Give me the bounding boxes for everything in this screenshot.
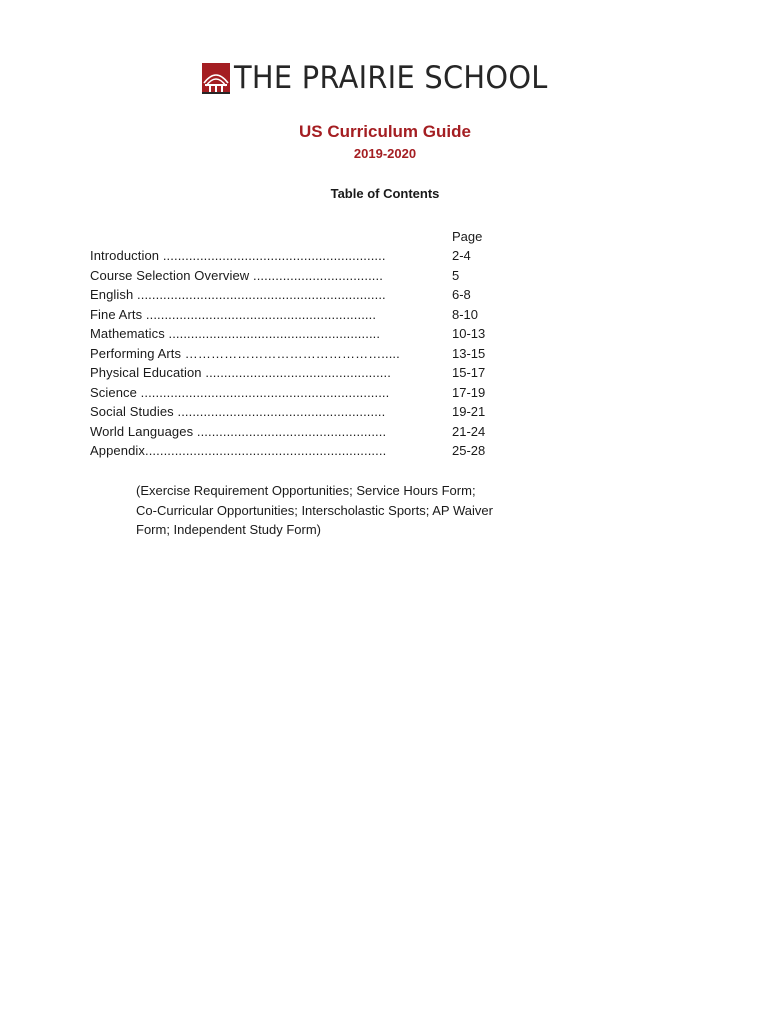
toc-entry-page: 15-17 [452, 365, 486, 380]
toc-entry-label: Course Selection Overview ................................... [90, 267, 383, 283]
toc-entry-page: 13-15 [452, 345, 486, 361]
toc-entry-social-studies [90, 404, 510, 424]
toc-entry-page: 6-8 [452, 287, 471, 302]
document-title: US Curriculum Guide [299, 122, 471, 141]
toc-entry-label: English ................................................................... [90, 287, 386, 302]
toc-entry-performing-arts [90, 346, 510, 366]
toc-entry-label: Appendix................................................................. [90, 443, 387, 458]
toc-entry-label: World Languages ................................................... [90, 423, 387, 439]
toc-entry-world-languages [90, 424, 510, 444]
toc-entry-page: 21-24 [452, 423, 486, 439]
toc-entry-page: 5 [452, 267, 460, 283]
toc-entry-course-selection [90, 268, 510, 288]
toc-entry-fine-arts [90, 307, 510, 327]
toc-entry-page: 8-10 [452, 306, 479, 322]
page-column-header: Page [452, 229, 483, 244]
toc-entry-label: Social Studies ........................................................ [90, 404, 386, 419]
school-name: THE PRAIRIE SCHOOL [234, 60, 548, 96]
table-of-contents [90, 248, 510, 463]
toc-entry-page: 2-4 [452, 248, 471, 263]
toc-entry-appendix [90, 443, 510, 463]
toc-entry-label: Physical Education .................................................. [90, 365, 391, 380]
toc-heading: Table of Contents [330, 186, 440, 201]
toc-entry-page: 25-28 [452, 443, 486, 458]
toc-entry-label: Science ................................................................... [90, 384, 390, 400]
toc-entry-label: Mathematics ......................................................... [90, 326, 381, 341]
toc-entry-label: Performing Arts ………………………………………..... [90, 345, 400, 361]
toc-entry-physical-education [90, 365, 510, 385]
toc-entry-label: Introduction ............................................................ [90, 248, 386, 263]
appendix-note-line: Form; Independent Study Form) [136, 522, 321, 537]
toc-entry-introduction [90, 248, 510, 268]
toc-entry-page: 17-19 [452, 384, 486, 400]
appendix-note-line: Co-Curricular Opportunities; Interscholastic Sports; AP Waiver [136, 502, 493, 518]
toc-entry-science [90, 385, 510, 405]
toc-entry-page: 10-13 [452, 326, 486, 341]
school-logo [202, 60, 571, 96]
toc-entry-label: Fine Arts .............................................................. [90, 306, 377, 322]
school-emblem-icon [202, 63, 230, 94]
appendix-note [136, 481, 536, 540]
toc-entry-english [90, 287, 510, 307]
toc-entry-page: 19-21 [452, 404, 486, 419]
appendix-note-line: (Exercise Requirement Opportunities; Service Hours Form; [136, 483, 476, 498]
toc-entry-mathematics [90, 326, 510, 346]
school-year: 2019-2020 [353, 146, 417, 161]
